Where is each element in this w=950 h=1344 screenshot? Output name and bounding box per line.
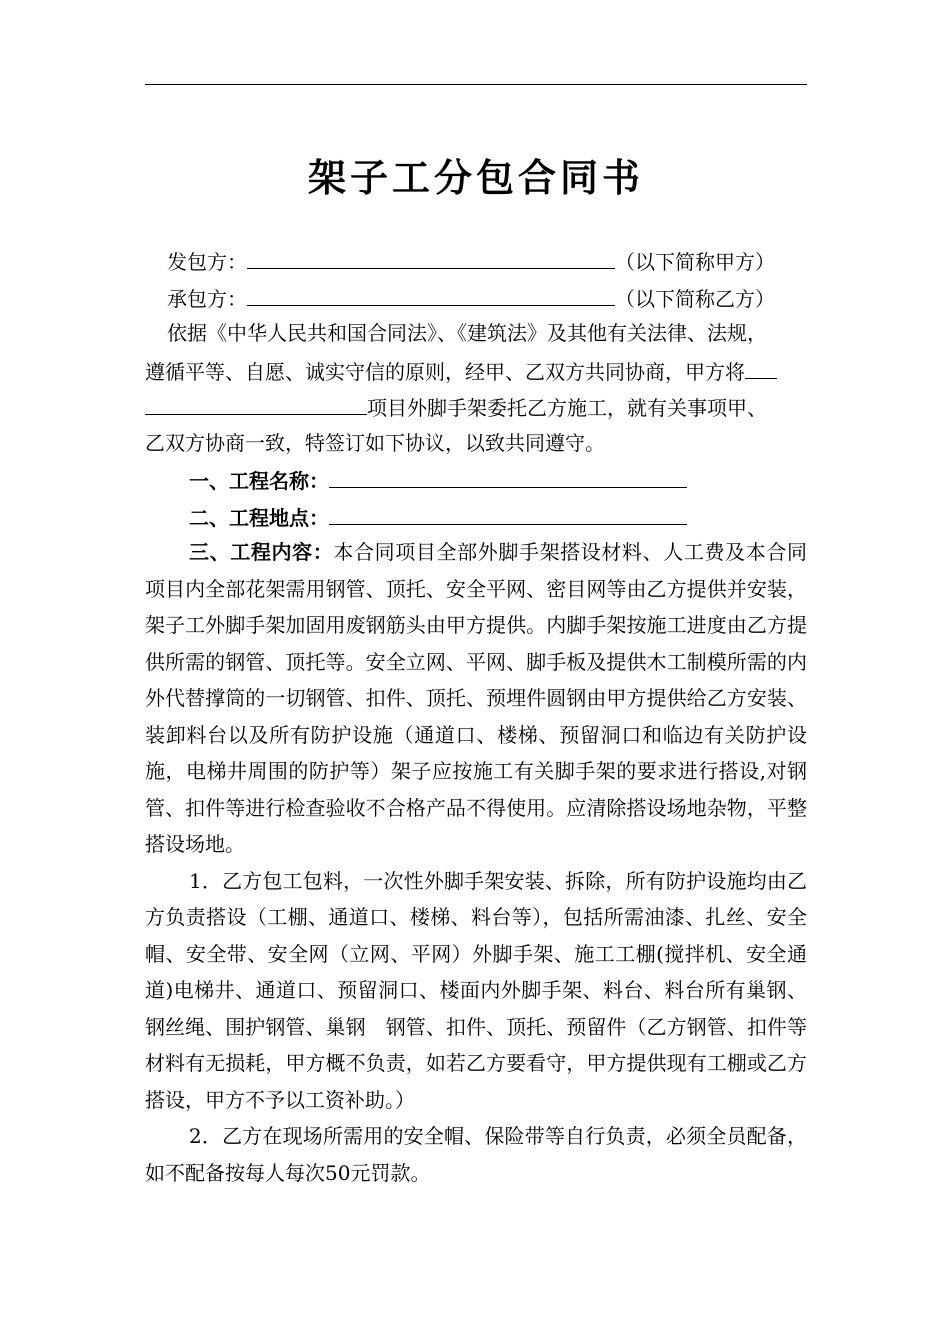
contractor-line bbox=[145, 242, 807, 279]
clause-1: 1．乙方包工包料，一次性外脚手架安装、拆除，所有防护设施均由乙方负责搭设（工棚、通道口、楼梯、料台等），包括所需油漆、扎丝、安全帽、安全带、安全网（立网、平网）外脚手架、施工工棚(搅拌机、安全通道)电梯井、通道口、预留洞口、楼面内外脚手架、料台、料台所有巢钢、钢丝绳、围护钢管、巢钢 钢管、扣件、顶托、预留件（乙方钢管、扣件等材料有无损耗，甲方概不负责，如若乙方要看守，甲方提供现有工棚或乙方搭设，甲方不予以工资补助。） bbox=[145, 868, 807, 1112]
contractor-label: 发包方： bbox=[167, 250, 247, 274]
intro-line-2-text: 遵循平等、自愿、诚实守信的原则，经甲、乙双方共同协商，甲方将 bbox=[145, 359, 745, 384]
project-blank-a bbox=[745, 352, 777, 379]
subcontractor-blank bbox=[247, 279, 615, 306]
project-location-line bbox=[145, 498, 807, 535]
project-name-line bbox=[145, 461, 807, 498]
project-name-label: 一、工程名称： bbox=[189, 469, 329, 493]
project-content-text: 本合同项目全部外脚手架搭设材料、人工费及本合同项目内全部花架需用钢管、顶托、安全平网、密目网等由乙方提供并安装，架子工外脚手架加固用废钢筋头由甲方提供。内脚手架按施工进度由乙方提供所需的钢管、顶托等。安全立网、平网、脚手板及提供木工制模所需的内外代替撑筒的一切钢管、扣件、顶托、预埋件圆钢由甲方提供给乙方安装、装卸料台以及所有防护设施（通道口、楼梯、预留洞口和临边有关防护设施，电梯井周围的防护等）架子应按施工有关脚手架的要求进行搭设,对钢管、扣件等进行检查验收不合格产品不得使用。应清除搭设场地杂物，平整搭设场地。 bbox=[145, 540, 808, 856]
document-title: 架子工分包合同书 bbox=[307, 156, 644, 200]
intro-line-1: 依据《中华人民共和国合同法》、《建筑法》及其他有关法律、法规， bbox=[167, 321, 767, 345]
clause-2: 2．乙方在现场所需用的安全帽、保险带等自行负责，必须全员配备，如不配备按每人每次50元罚款。 bbox=[145, 1124, 807, 1185]
contractor-suffix: （以下简称甲方） bbox=[615, 250, 775, 274]
contractor-blank bbox=[247, 242, 615, 269]
subcontractor-suffix: （以下简称乙方） bbox=[615, 286, 775, 311]
intro-line-3 bbox=[145, 388, 807, 425]
header-rule bbox=[145, 84, 807, 85]
project-name-blank bbox=[329, 461, 687, 488]
intro-line-4: 乙双方协商一致，特签订如下协议，以致共同遵守。 bbox=[145, 430, 605, 455]
intro-line-2 bbox=[145, 352, 807, 389]
project-content-label: 三、工程内容： bbox=[189, 540, 334, 564]
intro-line-3-text: 项目外脚手架委托乙方施工，就有关事项甲、 bbox=[367, 396, 767, 420]
project-content-paragraph bbox=[145, 534, 807, 863]
subcontractor-line bbox=[145, 279, 807, 316]
subcontractor-label: 承包方： bbox=[167, 286, 247, 311]
project-location-blank bbox=[329, 498, 687, 525]
project-blank-b bbox=[145, 388, 367, 415]
document-body bbox=[145, 242, 807, 1191]
project-location-label: 二、工程地点： bbox=[189, 505, 329, 530]
